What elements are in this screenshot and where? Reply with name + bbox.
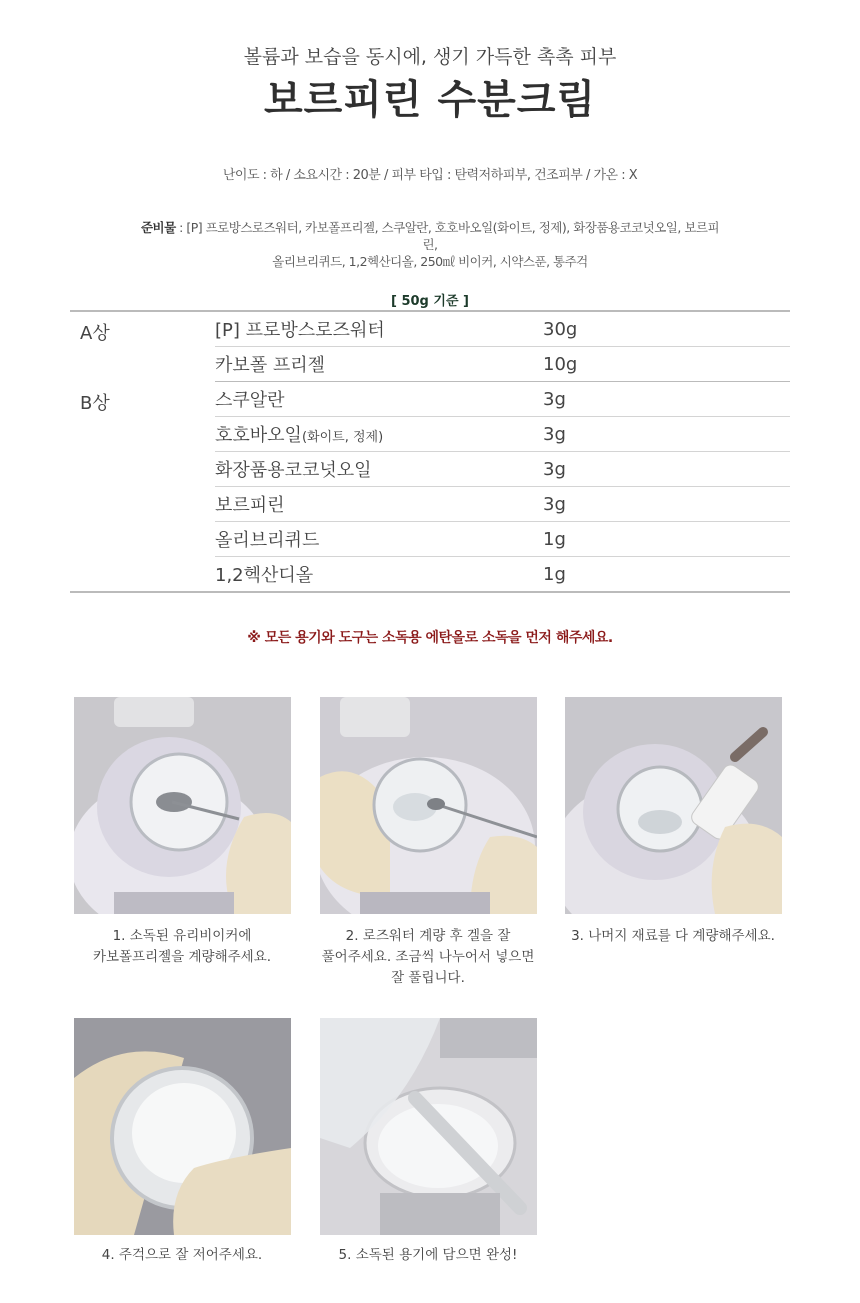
caption-line: 1. 소독된 유리비이커에 <box>112 928 252 944</box>
step-4-caption <box>62 1245 302 1266</box>
ingredient-amount: 1g <box>543 563 566 585</box>
caption-line: 5. 소독된 용기에 담으면 완성! <box>338 1247 518 1263</box>
step-2-caption <box>308 926 548 989</box>
ingredient-name: [P] 프로방스로즈워터 <box>215 311 543 347</box>
materials <box>140 219 720 270</box>
recipe-info: 난이도 : 하 / 소요시간 : 20분 / 피부 타입 : 탄력저하피부, 건조피부 / 가온 : X <box>222 168 638 183</box>
ingredient-name-main: 호호바오일 <box>215 425 302 446</box>
step-1-caption <box>62 926 302 968</box>
caption-line: 2. 로즈워터 계량 후 겔을 잘 <box>345 928 511 944</box>
sanitize-notice: ※ 모든 용기와 도구는 소독용 에탄올로 소독을 먼저 해주세요. <box>247 630 613 646</box>
caption-line: 풀어주세요. 조금씩 나누어서 넣으면 <box>321 949 535 965</box>
ingredient-amount: 3g <box>543 487 790 522</box>
ingredient-amount: 10g <box>543 347 790 382</box>
ingredient-amount: 3g <box>543 452 790 487</box>
ingredient-name <box>215 417 543 452</box>
ingredient-amount: 30g <box>543 311 790 347</box>
step-5-photo <box>320 1018 537 1235</box>
ingredient-amount: 3g <box>543 417 790 452</box>
step-3-photo <box>565 697 782 914</box>
ingredient-amount: 3g <box>543 382 790 417</box>
phase-a-label: A상 <box>80 323 110 344</box>
materials-label: 준비물 <box>140 220 176 235</box>
page-title: 보르피린 수분크림 <box>263 77 597 123</box>
caption-line: 3. 나머지 재료를 다 계량해주세요. <box>571 928 775 944</box>
recipe-table <box>70 310 790 593</box>
recipe-basis: [ 50g 기준 ] <box>391 294 469 309</box>
caption-line: 4. 주걱으로 잘 저어주세요. <box>101 1247 263 1263</box>
ingredient-name: 스쿠알란 <box>215 382 543 417</box>
page-subtitle: 볼륨과 보습을 동시에, 생기 가득한 촉촉 피부 <box>243 46 617 68</box>
ingredient-name: 올리브리퀴드 <box>215 522 543 557</box>
materials-line2: 올리브리퀴드, 1,2헥산디올, 250㎖ 비이커, 시약스푼, 통주걱 <box>272 254 588 269</box>
step-3-caption <box>553 926 793 947</box>
caption-line: 카보폴프리젤을 계량해주세요. <box>92 949 272 965</box>
caption-line: 잘 풀립니다. <box>391 970 465 986</box>
ingredient-name: 화장품용코코넛오일 <box>215 452 543 487</box>
ingredient-name: 1,2헥산디올 <box>215 565 314 586</box>
phase-b-label: B상 <box>80 392 110 414</box>
step-5-caption <box>308 1245 548 1266</box>
step-1-photo <box>74 697 291 914</box>
step-2-photo <box>320 697 537 914</box>
step-4-photo <box>74 1018 291 1235</box>
ingredient-name: 카보폴 프리젤 <box>215 347 543 382</box>
ingredient-amount: 1g <box>543 522 790 557</box>
materials-line1: : [P] 프로방스로즈워터, 카보폴프리젤, 스쿠알란, 호호바오일(화이트, 정제), 화장품용코코넛오일, 보르피린, <box>175 220 720 252</box>
ingredient-name: 보르피린 <box>215 487 543 522</box>
ingredient-note: (화이트, 정제) <box>301 430 384 445</box>
